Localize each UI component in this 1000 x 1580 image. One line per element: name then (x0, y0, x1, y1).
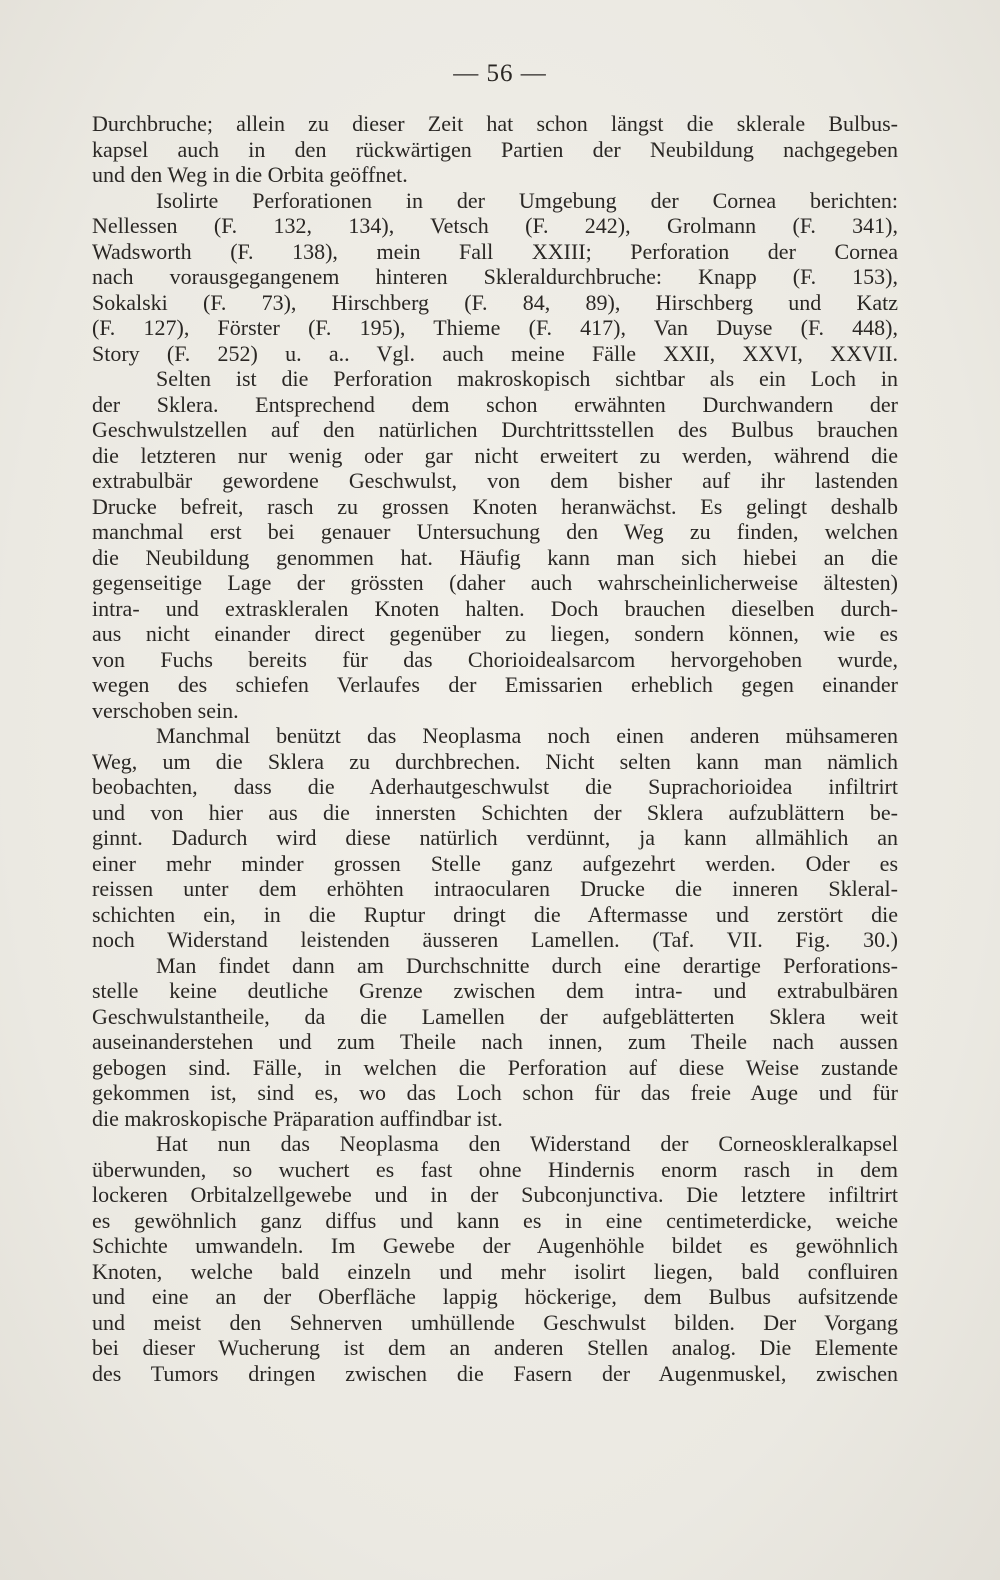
text-line: von Fuchs bereits für das Chorioidealsarcom hervorgehoben wurde, (92, 646, 898, 672)
text-line: Sokalski (F. 73), Hirschberg (F. 84, 89), Hirschberg und Katz (92, 289, 898, 315)
text-line: und meist den Sehnerven umhüllende Geschwulst bilden. Der Vorgang (92, 1309, 898, 1335)
text-line: aus nicht einander direct gegenüber zu liegen, sondern können, wie es (92, 621, 898, 646)
text-line: extrabulbär gewordene Geschwulst, von dem bisher auf ihr lastenden (92, 468, 898, 493)
text-line: ginnt. Dadurch wird diese natürlich verdünnt, ja kann allmählich an (92, 825, 898, 850)
text-line: kapsel auch in den rückwärtigen Partien der Neubildung nachgegeben (92, 136, 898, 162)
text-line: Schichte umwandeln. Im Gewebe der Augenhöhle bildet es gewöhnlich (92, 1233, 898, 1258)
text-line: Selten ist die Perforation makroskopisch sichtbar als ein Loch in (156, 366, 898, 391)
text-line: Manchmal benützt das Neoplasma noch einen anderen mühsameren (156, 723, 898, 748)
text-line: Isolirte Perforationen in der Umgebung der Cornea berichten: (156, 187, 898, 213)
text-line: schichten ein, in die Ruptur dringt die Aftermasse und zerstört die (92, 901, 898, 927)
text-line: die makroskopische Präparation auffindbar ist. (92, 1105, 503, 1131)
text-line: Knoten, welche bald einzeln und mehr isolirt liegen, bald confluiren (92, 1258, 898, 1284)
text-line: gegenseitige Lage der grössten (daher auch wahrscheinlicherweise ältesten) (92, 570, 898, 595)
text-line: Weg, um die Sklera zu durchbrechen. Nicht selten kann man nämlich (92, 748, 898, 774)
text-line: Man findet dann am Durchschnitte durch eine derartige Perforations- (156, 952, 898, 978)
text-line: es gewöhnlich ganz diffus und kann es in eine centimeterdicke, weiche (92, 1207, 898, 1233)
text-line: überwunden, so wuchert es fast ohne Hindernis enorm rasch in dem (92, 1156, 898, 1182)
text-line: die Neubildung genommen hat. Häufig kann man sich hiebei an die (92, 544, 898, 570)
text-line: und eine an der Oberfläche lappig höckerige, dem Bulbus aufsitzende (92, 1284, 898, 1309)
text-line: Geschwulstzellen auf den natürlichen Durchtrittsstellen des Bulbus brauchen (92, 417, 898, 442)
text-line: gekommen ist, sind es, wo das Loch schon für das freie Auge und für (92, 1080, 898, 1105)
text-line: Durchbruche; allein zu dieser Zeit hat schon längst die sklerale Bulbus- (92, 111, 898, 136)
text-line: des Tumors dringen zwischen die Fasern der Augenmuskel, zwischen (92, 1360, 898, 1386)
text-line: und von hier aus die innersten Schichten der Sklera aufzublättern be- (92, 799, 898, 825)
text-line: Nellessen (F. 132, 134), Vetsch (F. 242), Grolmann (F. 341), (92, 213, 898, 238)
text-line: reissen unter dem erhöhten intraocularen Drucke die inneren Skleral- (92, 876, 898, 901)
text-line: lockeren Orbitalzellgewebe und in der Subconjunctiva. Die letztere infiltrirt (92, 1182, 898, 1207)
text-line: noch Widerstand leistenden äusseren Lamellen. (Taf. VII. Fig. 30.) (92, 927, 898, 952)
text-line: (F. 127), Förster (F. 195), Thieme (F. 417), Van Duyse (F. 448), (92, 315, 898, 340)
text-line: Wadsworth (F. 138), mein Fall XXIII; Perforation der Cornea (92, 238, 898, 264)
text-line: auseinanderstehen und zum Theile nach innen, zum Theile nach aussen (92, 1029, 898, 1054)
text-line: Story (F. 252) u. a.. Vgl. auch meine Fälle XXII, XXVI, XXVII. (92, 340, 898, 366)
body-text (92, 111, 898, 1386)
text-line: intra- und extraskleralen Knoten halten. Doch brauchen dieselben durch- (92, 595, 898, 621)
text-line: einer mehr minder grossen Stelle ganz aufgezehrt werden. Oder es (92, 850, 898, 876)
text-line: nach vorausgegangenem hinteren Skleraldurchbruche: Knapp (F. 153), (92, 264, 898, 289)
text-line: gebogen sind. Fälle, in welchen die Perforation auf diese Weise zustande (92, 1054, 898, 1080)
text-line: Drucke befreit, rasch zu grossen Knoten heranwächst. Es gelingt deshalb (92, 493, 898, 519)
text-line: bei dieser Wucherung ist dem an anderen Stellen analog. Die Elemente (92, 1335, 898, 1360)
text-line: Hat nun das Neoplasma den Widerstand der Corneoskleralkapsel (156, 1131, 898, 1156)
page-number: — 56 — (453, 60, 547, 87)
text-line: manchmal erst bei genauer Untersuchung den Weg zu finden, welchen (92, 519, 898, 544)
text-line: Geschwulstantheile, da die Lamellen der aufgeblätterten Sklera weit (92, 1003, 898, 1029)
text-line: und den Weg in die Orbita geöffnet. (92, 162, 408, 187)
text-line: verschoben sein. (92, 697, 239, 723)
text-line: die letzteren nur wenig oder gar nicht erweitert zu werden, während die (92, 442, 898, 468)
text-line: der Sklera. Entsprechend dem schon erwähnten Durchwandern der (92, 391, 898, 417)
text-line: wegen des schiefen Verlaufes der Emissarien erheblich gegen einander (92, 672, 898, 697)
text-line: stelle keine deutliche Grenze zwischen dem intra- und extrabulbären (92, 978, 898, 1003)
text-line: beobachten, dass die Aderhautgeschwulst die Suprachorioidea infiltrirt (92, 774, 898, 799)
